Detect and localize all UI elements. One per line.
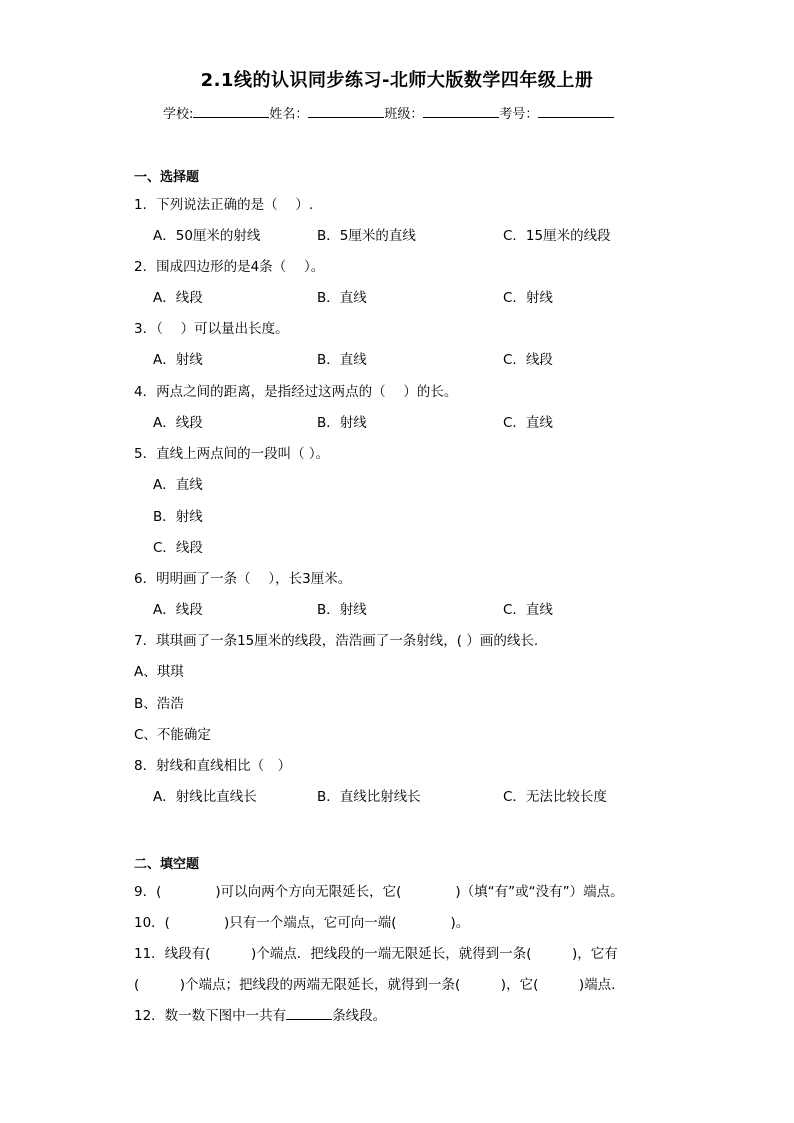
q12-text: 12．数一数下图中一共有 <box>134 1008 287 1024</box>
question-11-line-2: ( )个端点；把线段的两端无限延长，就得到一条( )，它( )端点. <box>134 977 616 993</box>
question-2: 2．围成四边形的是4条（ ）。 <box>134 259 325 275</box>
student-info-line <box>163 103 614 122</box>
q12-answer-blank <box>286 1006 332 1020</box>
question-3: 3．（ ）可以量出长度。 <box>134 321 289 337</box>
name-label: 姓名： <box>269 107 309 122</box>
q6-option-c: C．直线 <box>503 602 553 618</box>
exam-no-label: 考号： <box>499 107 539 122</box>
q7-option-a: A、琪琪 <box>134 664 184 680</box>
question-10: 10．( )只有一个端点，它可向一端( )。 <box>134 915 470 931</box>
page-title: 2.1线的认识同步练习-北师大版数学四年级上册 <box>200 70 594 91</box>
exam-no-blank <box>538 104 614 118</box>
q12-suffix: 条线段。 <box>332 1008 387 1024</box>
question-7: 7．琪琪画了一条15厘米的线段，浩浩画了一条射线，( ）画的线长. <box>134 633 539 649</box>
question-6: 6．明明画了一条（ ），长3厘米。 <box>134 571 352 587</box>
q8-option-b: B．直线比射线长 <box>317 789 421 805</box>
question-11-line-1: 11．线段有( )个端点．把线段的一端无限延长，就得到一条( )，它有 <box>134 946 618 962</box>
q2-option-c: C．射线 <box>503 290 553 306</box>
q1-option-c: C．15厘米的线段 <box>503 228 611 244</box>
q5-option-c: C．线段 <box>153 540 203 556</box>
question-5: 5．直线上两点间的一段叫（ ）。 <box>134 446 330 462</box>
q3-option-a: A．射线 <box>153 352 203 368</box>
q4-option-c: C．直线 <box>503 415 553 431</box>
school-blank <box>193 104 269 118</box>
class-blank <box>423 104 499 118</box>
q5-option-b: B．射线 <box>153 509 203 525</box>
q5-option-a: A．直线 <box>153 477 203 493</box>
school-label: 学校: <box>163 107 194 122</box>
section-choice-heading: 一、选择题 <box>134 170 200 185</box>
q2-option-a: A．线段 <box>153 290 203 306</box>
question-12 <box>134 1004 386 1024</box>
question-9: 9．( )可以向两个方向无限延长，它( )（填“有”或“没有”）端点。 <box>134 884 624 900</box>
q4-option-a: A．线段 <box>153 415 203 431</box>
question-8: 8．射线和直线相比（ ） <box>134 758 292 774</box>
question-4: 4．两点之间的距离，是指经过这两点的（ ）的长。 <box>134 384 458 400</box>
q6-option-a: A．线段 <box>153 602 203 618</box>
q2-option-b: B．直线 <box>317 290 367 306</box>
q7-option-b: B、浩浩 <box>134 696 184 712</box>
q8-option-c: C．无法比较长度 <box>503 789 607 805</box>
q3-option-c: C．线段 <box>503 352 553 368</box>
q6-option-b: B．射线 <box>317 602 367 618</box>
q1-option-b: B．5厘米的直线 <box>317 228 416 244</box>
class-label: 班级： <box>384 107 424 122</box>
q4-option-b: B．射线 <box>317 415 367 431</box>
q3-option-b: B．直线 <box>317 352 367 368</box>
q7-option-c: C、不能确定 <box>134 727 211 743</box>
q1-option-a: A．50厘米的射线 <box>153 228 261 244</box>
question-1: 1．下列说法正确的是（ ）. <box>134 197 314 213</box>
section-fill-heading: 二、填空题 <box>134 857 200 872</box>
name-blank <box>308 104 384 118</box>
q8-option-a: A．射线比直线长 <box>153 789 257 805</box>
